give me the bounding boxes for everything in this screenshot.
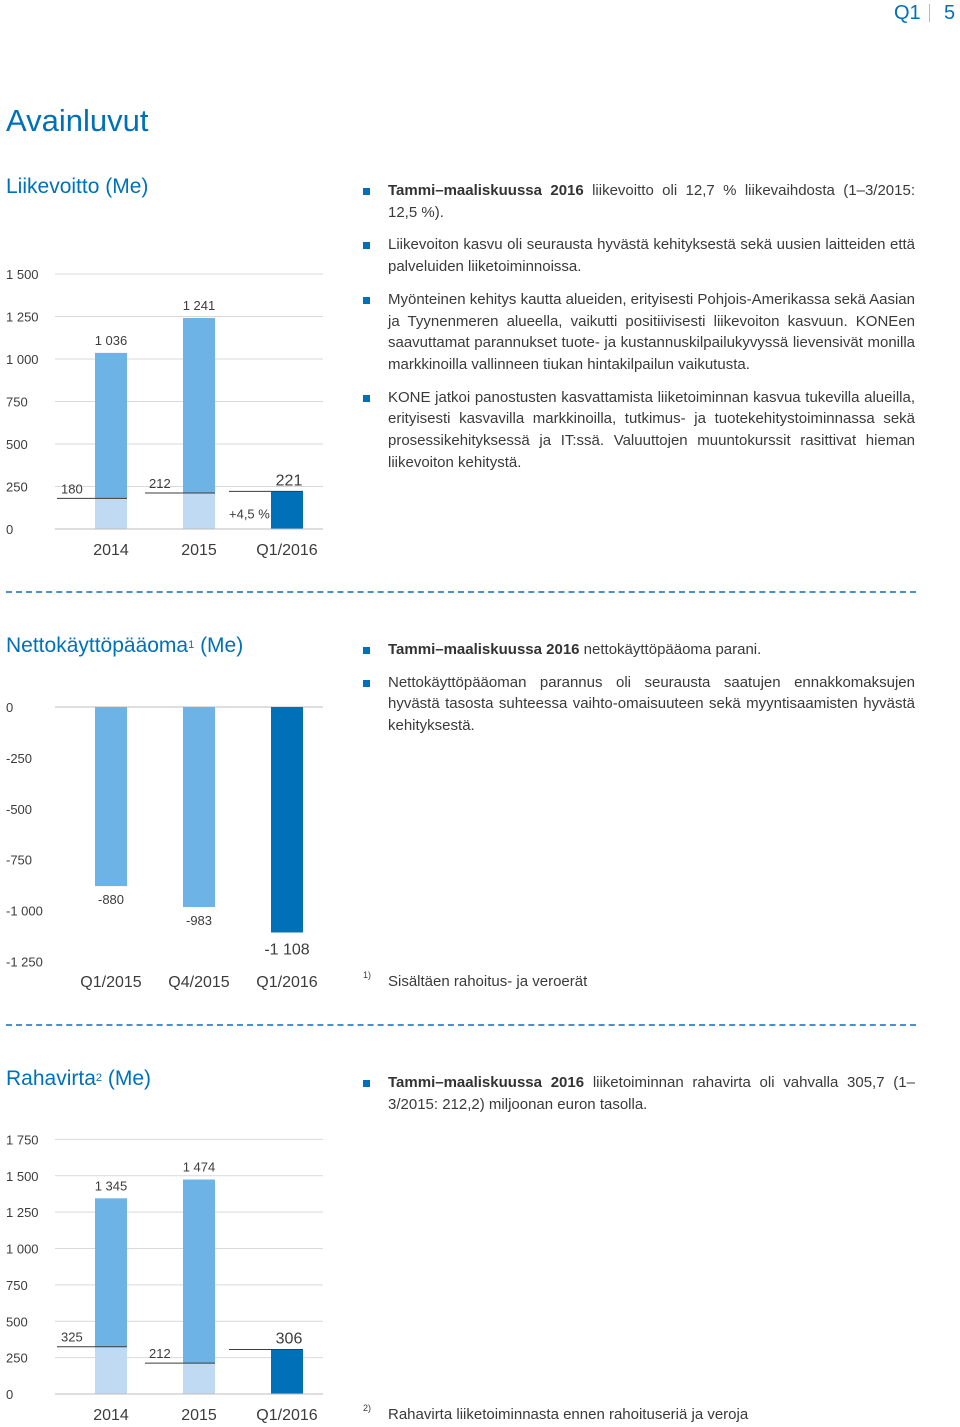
x-category-label: Q1/2016 <box>256 542 318 559</box>
bullet-item <box>363 639 915 661</box>
bar-quarter <box>95 1347 127 1394</box>
y-tick-label: 0 <box>6 1387 14 1402</box>
bullet-text: Liikevoiton kasvu oli seurausta hyvästä kehityksestä sekä uusien laitteiden että palveluiden liiketoiminnoissa. <box>388 236 915 276</box>
x-category-label: 2015 <box>181 542 217 559</box>
bullet-square-icon <box>363 395 370 402</box>
bullet-bold: Tammi–maaliskuussa 2016 <box>388 641 580 658</box>
bar-current-quarter <box>271 1349 303 1394</box>
y-tick-label: 1 500 <box>6 1168 39 1184</box>
bullet-text: KONE jatkoi panostusten kasvattamista liiketoiminnan kasvua tukevilla alueilla, erityisesti kasvavilla markkinoilla, tutkimus- ja tuotekehitystoiminnassa sekä prosessikehityksessä ja IT:ssä. Valuuttojen muuntokurssit rasittivat hieman liikevoiton kehitystä. <box>388 388 915 471</box>
y-tick-label: 0 <box>6 700 14 715</box>
bar-value-label: 1 474 <box>182 1159 216 1175</box>
bullet-item <box>363 1072 915 1115</box>
x-category-label: Q1/2015 <box>80 974 142 991</box>
bullet-item <box>363 672 915 737</box>
net-working-capital-bullets <box>363 639 915 748</box>
y-tick-label: 1 750 <box>6 1132 39 1148</box>
bar-value-label: -880 <box>97 892 125 908</box>
bar-quarter <box>183 1363 215 1394</box>
bar-quarter <box>183 493 215 529</box>
x-category-label: Q1/2016 <box>256 1407 318 1424</box>
y-tick-label: -250 <box>6 750 33 766</box>
bullet-text: Nettokäyttöpääoman parannus oli seurausta saatujen ennakkomaksujen hyvästä tasosta suhteessa vaihto-omaisuuteen sekä myyntisaamisten hyvästä kehityksestä. <box>388 673 915 735</box>
x-category-label: Q4/2015 <box>168 974 230 991</box>
y-tick-label: 0 <box>6 522 14 537</box>
x-category-label: 2014 <box>93 1407 129 1424</box>
bar-quarter <box>95 498 127 529</box>
y-tick-label: 500 <box>6 437 28 452</box>
y-tick-label: -750 <box>6 852 33 868</box>
section-title-text: Rahavirta <box>6 1067 96 1090</box>
bar-value-label: 1 036 <box>94 332 128 348</box>
quarter-value-label: 212 <box>149 1346 171 1362</box>
bullet-square-icon <box>363 680 370 687</box>
bar-current-quarter <box>271 707 303 932</box>
bullet-text: Myönteinen kehitys kautta alueiden, erityisesti Pohjois-Amerikassa sekä Aasian ja Tyynenmeren alueella, vaikutti positiivisesti liikevoiton kasvuun. KONEen saavuttamat parannukset tuote- ja kustannuskilpailukyvyssä lievensivät monilla markkinoilla vallinneen tiukan hintakilpailun vaikutusta. <box>388 290 915 373</box>
y-tick-label: 1 250 <box>6 309 39 325</box>
bullet-text: liikevoitto oli 12,7 % liikevaihdosta (1–3/2015: 12,5 %). <box>388 182 915 221</box>
y-tick-label: 750 <box>6 394 28 410</box>
x-category-label: 2015 <box>181 1407 217 1424</box>
y-tick-label: 750 <box>6 1277 28 1293</box>
y-tick-label: -1 000 <box>6 903 43 919</box>
bullet-text: nettokäyttöpääoma parani. <box>579 641 762 658</box>
bullet-text: liiketoiminnan rahavirta oli vahvalla 305,7 (1–3/2015: 212,2) miljoonan euron tasolla. <box>388 1074 915 1113</box>
quarter-value-label: 212 <box>149 475 171 491</box>
quarter-value-label: 325 <box>61 1329 83 1345</box>
footnote-text: Rahavirta liiketoiminnasta ennen rahoituseriä ja veroja <box>388 1406 749 1423</box>
section-title-net-working-capital <box>6 634 243 658</box>
bullet-item <box>363 387 915 474</box>
bar-value-label: 221 <box>275 472 303 490</box>
footnote-ref: 1 <box>188 639 195 651</box>
bar-quarter <box>95 707 127 886</box>
y-tick-label: 1 000 <box>6 1241 39 1257</box>
growth-annotation: +4,5 % <box>229 506 270 522</box>
y-tick-label: -500 <box>6 801 33 817</box>
y-tick-label: 250 <box>6 479 28 495</box>
footnote-ref: 2 <box>95 1072 103 1084</box>
footnote-text: Sisältäen rahoitus- ja veroerät <box>388 973 588 990</box>
page-number: 5 <box>944 2 956 24</box>
bullet-square-icon <box>363 242 370 249</box>
section-divider <box>6 591 916 593</box>
bar-value-label: -1 108 <box>264 941 310 959</box>
section-divider <box>6 1024 916 1026</box>
bullet-bold: Tammi–maaliskuussa 2016 <box>388 1074 585 1091</box>
bar-value-label: 1 241 <box>182 298 216 314</box>
y-tick-label: 250 <box>6 1350 28 1366</box>
section-title-cash-flow <box>6 1067 151 1091</box>
cash-flow-chart <box>0 1125 340 1427</box>
page-title: Avainluvut <box>6 103 149 138</box>
net-working-capital-chart <box>0 690 340 1000</box>
y-tick-label: 1 000 <box>6 352 39 367</box>
bullet-square-icon <box>363 647 370 654</box>
report-quarter: Q1 <box>894 2 921 24</box>
section-title-text: Liikevoitto (Me) <box>6 175 149 198</box>
y-tick-label: 1 250 <box>6 1205 39 1221</box>
bullet-item <box>363 234 915 277</box>
x-category-label: Q1/2016 <box>256 974 318 991</box>
footnote-mark: 2) <box>363 1403 372 1413</box>
quarter-value-label: 180 <box>61 481 83 497</box>
bullet-item <box>363 180 915 223</box>
bullet-square-icon <box>363 297 370 304</box>
footnote-mark: 1) <box>363 970 372 980</box>
section-title-operating-income <box>6 175 148 199</box>
bullet-square-icon <box>363 188 370 195</box>
y-tick-label: -1 250 <box>6 954 43 970</box>
bullet-bold: Tammi–maaliskuussa 2016 <box>388 182 584 199</box>
bar-value-label: -983 <box>185 913 213 929</box>
bullet-square-icon <box>363 1080 370 1087</box>
operating-income-chart <box>0 255 340 565</box>
section-title-unit: (Me) <box>194 634 244 657</box>
y-tick-label: 1 500 <box>6 267 39 282</box>
cash-flow-bullets <box>363 1072 915 1126</box>
x-category-label: 2014 <box>93 542 129 559</box>
y-tick-label: 500 <box>6 1314 28 1330</box>
bar-value-label: 1 345 <box>94 1178 128 1194</box>
bar-quarter <box>183 707 215 907</box>
bullet-item <box>363 289 915 376</box>
operating-income-bullets <box>363 180 915 484</box>
section-title-unit: (Me) <box>102 1067 152 1090</box>
header-divider <box>929 4 930 22</box>
bar-full-year <box>183 1180 215 1394</box>
bar-current-quarter <box>271 491 303 529</box>
bar-value-label: 306 <box>275 1330 303 1348</box>
section-title-text: Nettokäyttöpääoma <box>6 634 189 657</box>
